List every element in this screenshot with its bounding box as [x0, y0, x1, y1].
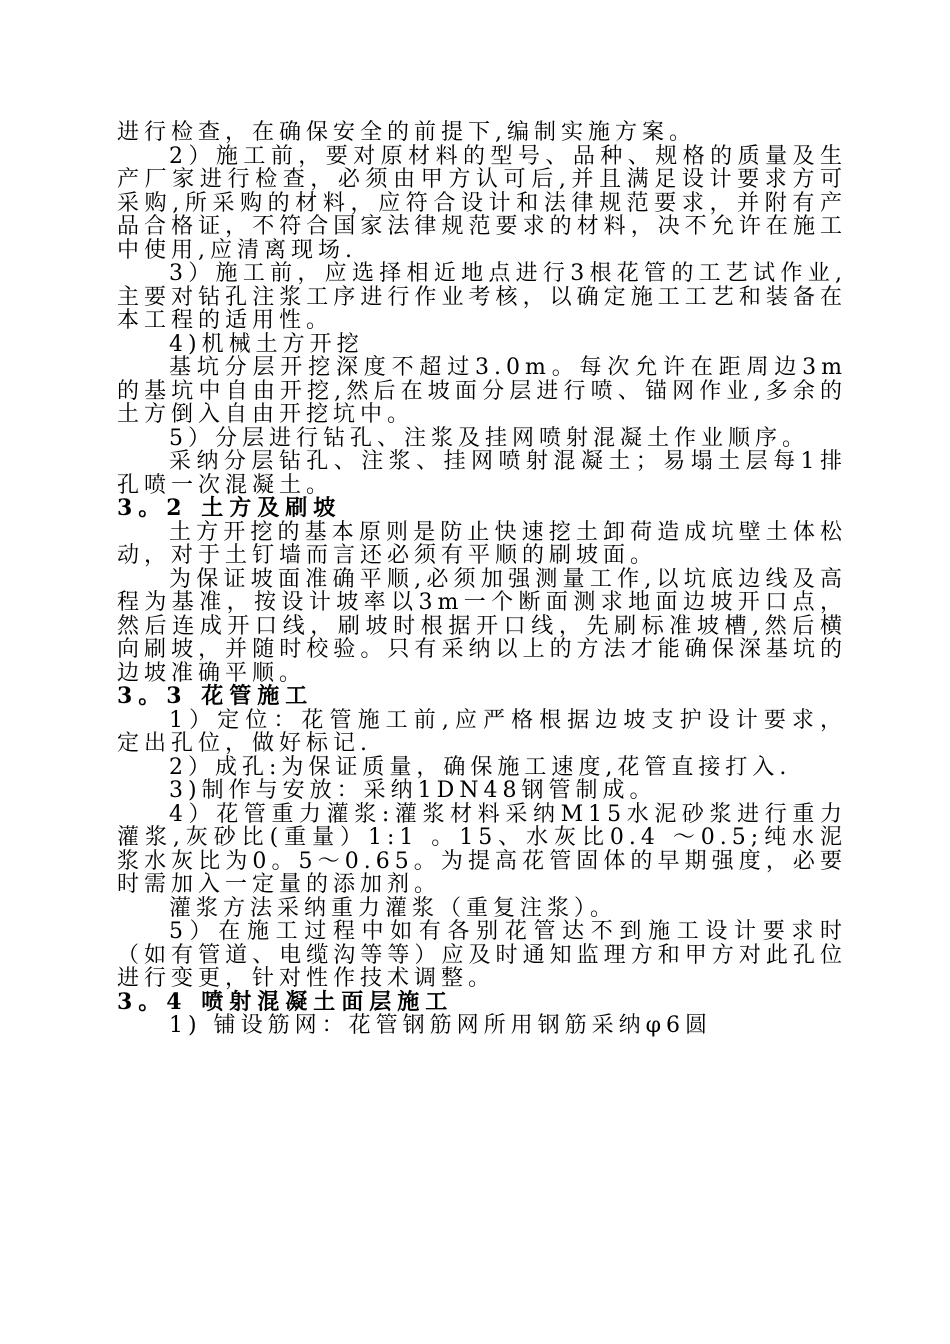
paragraph: 1）定位：花管施工前,应严格根据边坡支护设计要求，定出孔位，做好标记.: [117, 707, 847, 756]
paragraph: 3)制作与安放：采纳1DN48钢管制成。: [169, 778, 657, 803]
paragraph: 进行检查，在确保安全的前提下,编制实施方案。: [117, 120, 696, 145]
paragraph: 1) 铺设筋网：花管钢筋网所用钢筋采纳φ6圆: [169, 1013, 712, 1038]
paragraph: 4）花管重力灌浆:灌浆材料采纳M15水泥砂浆进行重力灌浆,灰砂比(重量）1:1 。15、水灰比0.4 ～0.5;纯水泥浆水灰比为0。5～0.65。为提高花管固体的早期强度，必要时需加入一定量的添加剂。: [117, 801, 847, 897]
paragraph: 2）施工前，要对原材料的型号、品种、规格的质量及生产厂家进行检查，必须由甲方认可后,并且满足设计要求方可采购,所采购的材料，应符合设计和法律规范要求，并附有产品合格证，不符合国家法律规范要求的材料，决不允许在施工中使用,应清离现场.: [117, 143, 847, 263]
section-heading: 3。4 喷射混凝土面层施工: [117, 988, 454, 1015]
paragraph: 2）成孔:为保证质量，确保施工速度,花管直接打入.: [169, 754, 792, 780]
paragraph: 3）施工前，应选择相近地点进行3根花管的工艺试作业,主要对钻孔注浆工序进行作业考核，以确定施工工艺和装备在本工程的适用性。: [117, 261, 847, 333]
paragraph: 5）分层进行钻孔、注浆及挂网喷射混凝土作业顺序。: [169, 425, 809, 451]
paragraph: 5）在施工过程中如有各别花管达不到施工设计要求时（如有管道、电缆沟等等）应及时通知监理方和甲方对此孔位进行变更，针对性作技术调整。: [117, 919, 847, 991]
document-body: [117, 121, 847, 1038]
paragraph: 灌浆方法采纳重力灌浆（重复注浆）。: [169, 895, 618, 921]
paragraph: 基坑分层开挖深度不超过3.0m。每次允许在距周边3m的基坑中自由开挖,然后在坡面分层进行喷、锚网作业,多余的土方倒入自由开挖坑中。: [117, 355, 847, 427]
paragraph: 采纳分层钻孔、注浆、挂网喷射混凝土；易塌土层每1排孔喷一次混凝土。: [117, 449, 847, 498]
section-heading: 3。2 土方及刷坡: [117, 495, 342, 521]
paragraph: 4)机械土方开挖: [169, 331, 364, 357]
paragraph: 为保证坡面准确平顺,必须加强测量工作,以坑底边线及高程为基准，按设计坡率以3m一个断面测求地面边坡开口点，然后连成开口线，刷坡时根据开口线，先刷标准坡槽,然后横向刷坡，并随时校验。只有采纳以上的方法才能确保深基坑的边坡准确平顺。: [117, 566, 847, 686]
paragraph: 土方开挖的基本原则是防止快速挖土卸荷造成坑壁土体松动，对于土钉墙而言还必须有平顺的刷坡面。: [117, 519, 847, 568]
section-heading: 3。3 花管施工: [117, 683, 314, 709]
